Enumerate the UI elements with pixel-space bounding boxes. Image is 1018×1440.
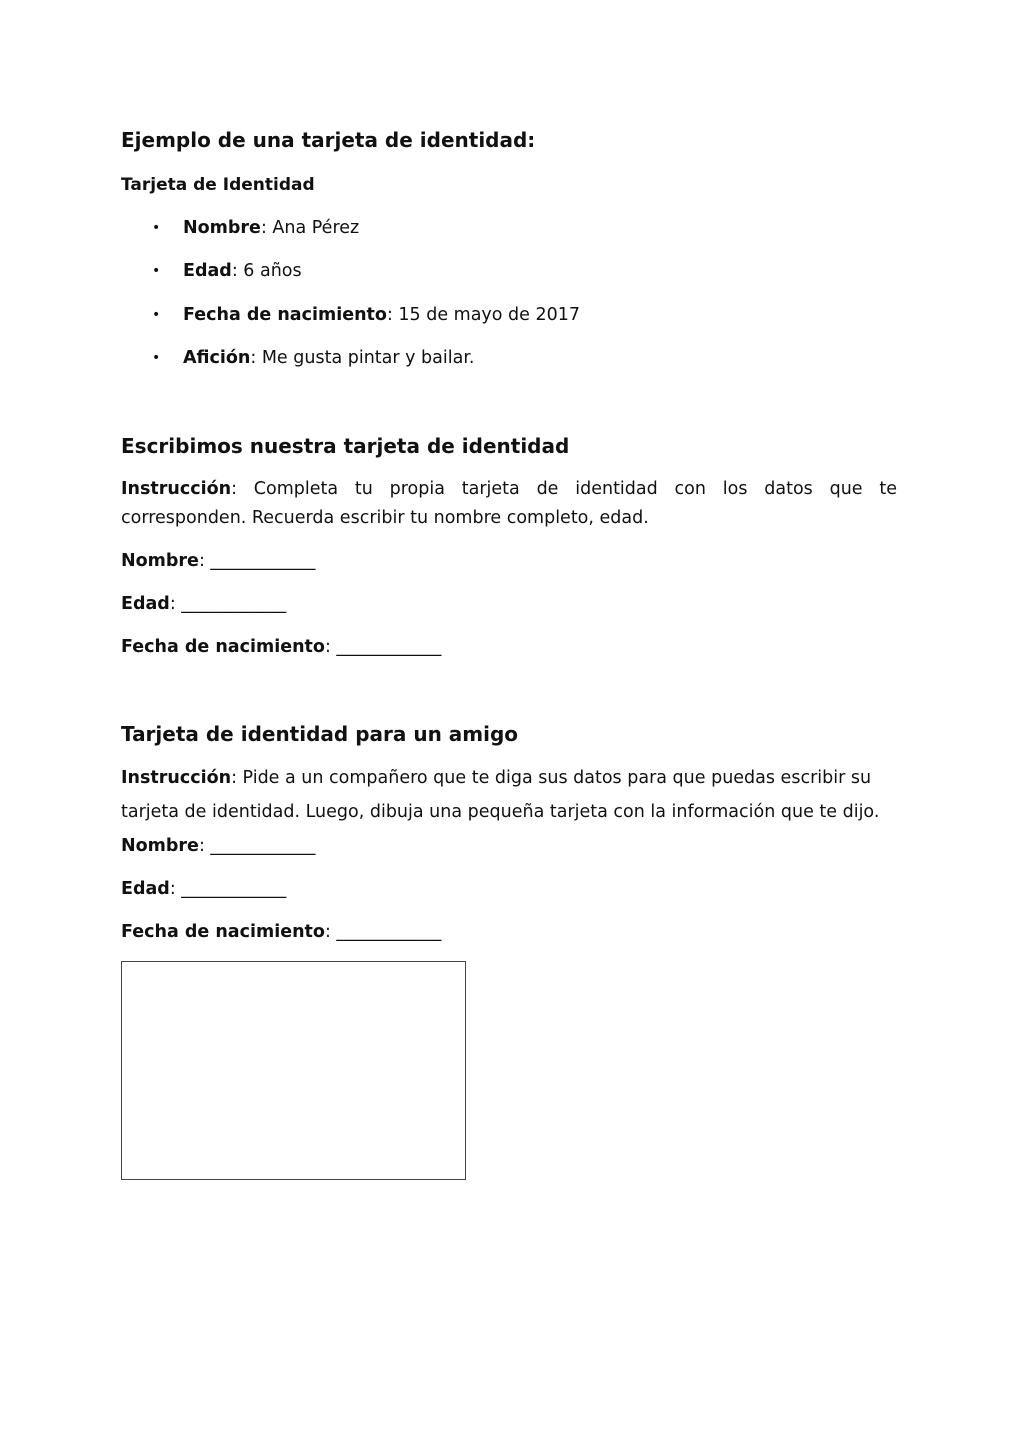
- bullet-icon: •: [152, 263, 161, 279]
- field-blank[interactable]: : ____________: [324, 922, 442, 942]
- form-field-age[interactable]: [121, 876, 286, 902]
- instruction-label: Instrucción: [121, 768, 232, 788]
- item-label: Fecha de nacimiento: [183, 305, 387, 325]
- field-blank[interactable]: : ____________: [198, 551, 316, 571]
- worksheet-page: [121, 0, 897, 1440]
- item-value: : 6 años: [231, 261, 302, 281]
- form-field-age[interactable]: [121, 591, 286, 617]
- form-field-birthdate[interactable]: [121, 919, 441, 945]
- section-title-example: Ejemplo de una tarjeta de identidad:: [121, 128, 536, 152]
- form-field-birthdate[interactable]: [121, 634, 441, 660]
- field-blank[interactable]: : ____________: [169, 879, 287, 899]
- field-label: Edad: [121, 879, 170, 899]
- field-blank[interactable]: : ____________: [324, 637, 442, 657]
- item-label: Nombre: [183, 218, 261, 238]
- section-title-own-card: Escribimos nuestra tarjeta de identidad: [121, 434, 570, 458]
- instruction-label: Instrucción: [121, 479, 232, 499]
- instruction-paragraph: [121, 761, 881, 863]
- field-label: Fecha de nacimiento: [121, 922, 325, 942]
- item-value: : Ana Pérez: [260, 218, 360, 238]
- field-label: Fecha de nacimiento: [121, 637, 325, 657]
- field-label: Nombre: [121, 836, 199, 856]
- instruction-text: : Completa tu propia tarjeta de identidad con los datos que te corresponden. Recuerda escribir tu nombre completo, edad.: [121, 479, 897, 528]
- card-title: Tarjeta de Identidad: [121, 175, 315, 195]
- bullet-icon: •: [152, 307, 161, 323]
- item-value: : Me gusta pintar y bailar.: [250, 348, 475, 368]
- section-title-friend-card: Tarjeta de identidad para un amigo: [121, 722, 519, 746]
- field-blank[interactable]: : ____________: [169, 594, 287, 614]
- field-label: Nombre: [121, 551, 199, 571]
- field-blank[interactable]: : ____________: [198, 836, 316, 856]
- field-label: Edad: [121, 594, 170, 614]
- drawing-box[interactable]: [121, 961, 466, 1180]
- item-label: Afición: [183, 348, 251, 368]
- bullet-icon: •: [152, 220, 161, 236]
- form-field-name[interactable]: [121, 548, 315, 574]
- bullet-icon: •: [152, 350, 161, 366]
- item-label: Edad: [183, 261, 232, 281]
- instruction-paragraph: [121, 475, 897, 533]
- item-value: : 15 de mayo de 2017: [386, 305, 581, 325]
- instruction-text: : Pide a un compañero que te diga sus datos para que puedas escribir su tarjeta de identidad. Luego, dibuja una pequeña tarjeta con la información que te dijo.: [121, 768, 880, 822]
